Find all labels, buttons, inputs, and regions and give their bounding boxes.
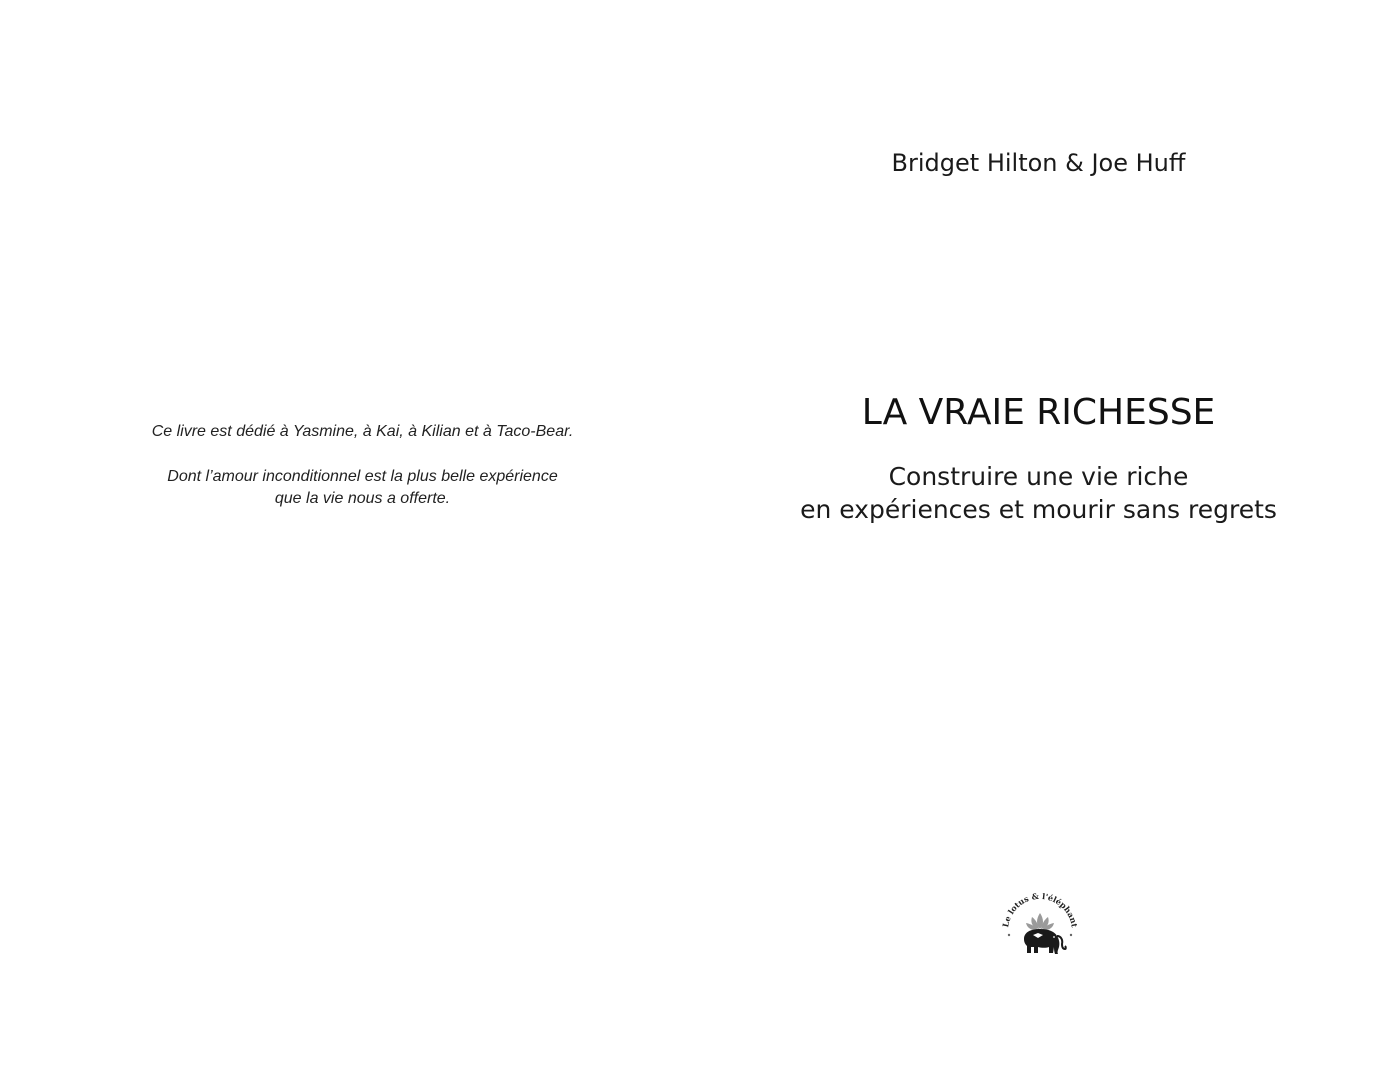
right-page [725,0,1400,1075]
book-title: LA VRAIE RICHESSE [861,392,1216,433]
authors: Bridget Hilton & Joe Huff [891,149,1186,177]
subtitle-line-2: en expériences et mourir sans regrets [800,495,1277,524]
dedication-line-3: que la vie nous a offerte. [274,490,451,507]
publisher-logo-icon [1000,883,1080,959]
dedication-line-1: Ce livre est dédié à Yasmine, à Kai, à Kilian et à Taco-Bear. [151,423,574,440]
dedication-line-2: Dont l’amour inconditionnel est la plus belle expérience [167,468,558,485]
subtitle-line-1: Construire une vie riche [888,462,1189,491]
svg-text:Le lotus & l'éléphant: Le lotus & l'éléphant [1000,890,1080,929]
